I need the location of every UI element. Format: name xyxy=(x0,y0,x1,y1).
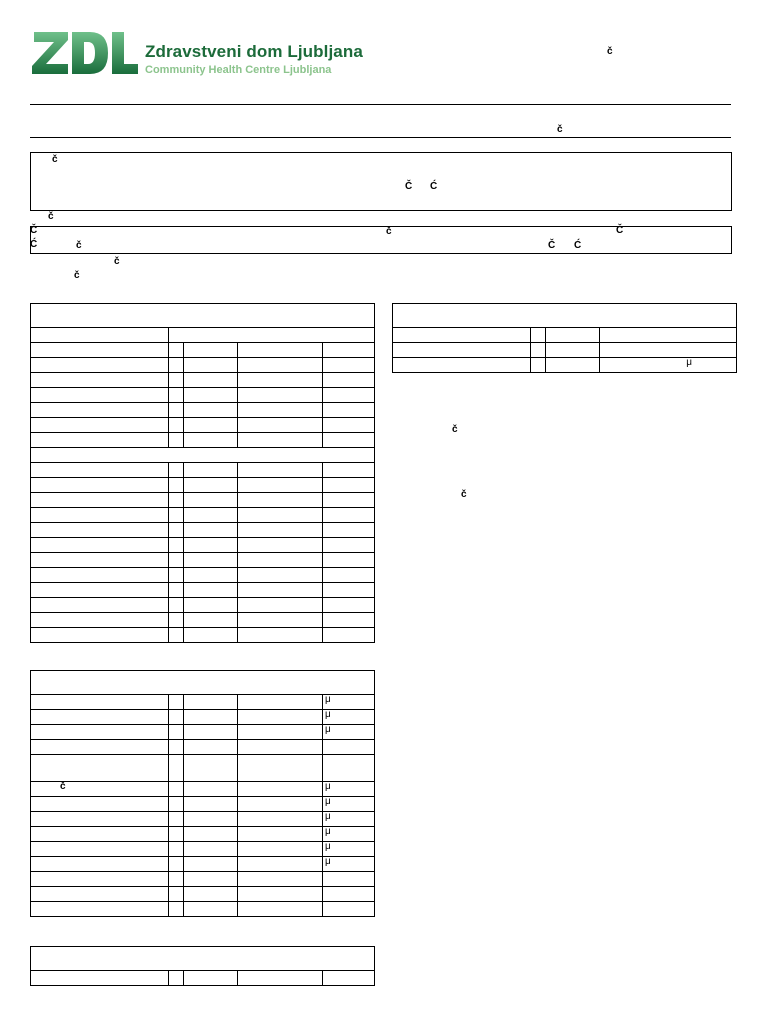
box2-r2-right-b: Ć xyxy=(574,240,582,251)
table-row xyxy=(31,827,375,842)
unit-cell xyxy=(323,872,375,887)
unit-cell xyxy=(323,902,375,917)
org-name: Zdravstveni dom Ljubljana xyxy=(145,42,363,61)
box2-r1-mid: č xyxy=(386,226,392,237)
box2-r1-right: Č xyxy=(616,225,624,236)
table-row xyxy=(31,812,375,827)
table-row xyxy=(31,553,375,568)
table-row xyxy=(31,842,375,857)
note-glyph-1: č xyxy=(452,424,458,435)
header-line-glyph: č xyxy=(557,124,563,135)
table-row xyxy=(31,797,375,812)
table-row xyxy=(31,493,375,508)
box1-glyph-a: č xyxy=(52,154,58,165)
header-rule-bottom xyxy=(30,137,731,138)
unit-cell: μ xyxy=(323,812,375,827)
note-glyph-2: č xyxy=(461,489,467,500)
unit-cell: μ xyxy=(323,797,375,812)
table-row xyxy=(393,328,737,343)
box1-glyph-c: Ć xyxy=(430,181,438,192)
unit-cell xyxy=(323,740,375,755)
unit-cell xyxy=(323,887,375,902)
table-row xyxy=(31,463,375,478)
table-row xyxy=(31,725,375,740)
table-row xyxy=(31,613,375,628)
table2-c-glyph: č xyxy=(60,781,66,792)
table-row xyxy=(31,373,375,388)
table-row xyxy=(31,403,375,418)
lab-table-2 xyxy=(30,670,375,917)
table-row xyxy=(31,740,375,755)
table-row xyxy=(31,857,375,872)
unit-cell: μ xyxy=(323,695,375,710)
table-row xyxy=(31,433,375,448)
lab-table-right xyxy=(392,303,737,373)
table-section-row xyxy=(31,448,375,463)
table-title-row xyxy=(31,947,375,971)
header-rule-top xyxy=(30,104,731,105)
table-row xyxy=(31,710,375,725)
table-title-row xyxy=(393,304,737,328)
table-row xyxy=(31,872,375,887)
box2-r2-right-a: Č xyxy=(548,240,556,251)
unit-cell: μ xyxy=(323,710,375,725)
box2-r2-left: Ć xyxy=(30,239,38,250)
table-row xyxy=(31,508,375,523)
table-row xyxy=(31,971,375,986)
header-corner-glyph: č xyxy=(607,46,613,57)
table-row xyxy=(31,478,375,493)
unit-cell: μ xyxy=(323,842,375,857)
zdl-logo-icon xyxy=(30,30,140,76)
unit-cell xyxy=(323,755,375,782)
table-row xyxy=(31,755,375,782)
below-glyph-2: č xyxy=(74,270,80,281)
table-title-row xyxy=(31,671,375,695)
lab-table-1 xyxy=(30,303,375,643)
referral-box xyxy=(30,226,732,254)
below-glyph-1: č xyxy=(114,256,120,267)
row-a-glyph: č xyxy=(48,211,54,222)
table-row xyxy=(31,418,375,433)
table-row xyxy=(31,388,375,403)
table-row xyxy=(31,538,375,553)
box2-r1-left: Č xyxy=(30,225,38,236)
org-subtitle: Community Health Centre Ljubljana xyxy=(145,64,332,76)
unit-cell: μ xyxy=(600,358,737,373)
unit-cell: μ xyxy=(323,725,375,740)
table-title-row xyxy=(31,304,375,328)
table-row xyxy=(31,695,375,710)
table-row xyxy=(31,782,375,797)
unit-cell: μ xyxy=(323,857,375,872)
table-row xyxy=(31,583,375,598)
table-row xyxy=(393,358,737,373)
table-row xyxy=(31,523,375,538)
table-header-row xyxy=(31,328,375,343)
table-row xyxy=(31,358,375,373)
unit-cell: μ xyxy=(323,782,375,797)
table-row xyxy=(393,343,737,358)
table-row xyxy=(31,568,375,583)
table-row xyxy=(31,598,375,613)
box2-r2-mid: č xyxy=(76,240,82,251)
table-row xyxy=(31,628,375,643)
box1-glyph-b: Č xyxy=(405,181,413,192)
lab-table-3 xyxy=(30,946,375,986)
table-row xyxy=(31,887,375,902)
table-row xyxy=(31,902,375,917)
unit-cell: μ xyxy=(323,827,375,842)
patient-info-box xyxy=(30,152,732,211)
table-row xyxy=(31,343,375,358)
